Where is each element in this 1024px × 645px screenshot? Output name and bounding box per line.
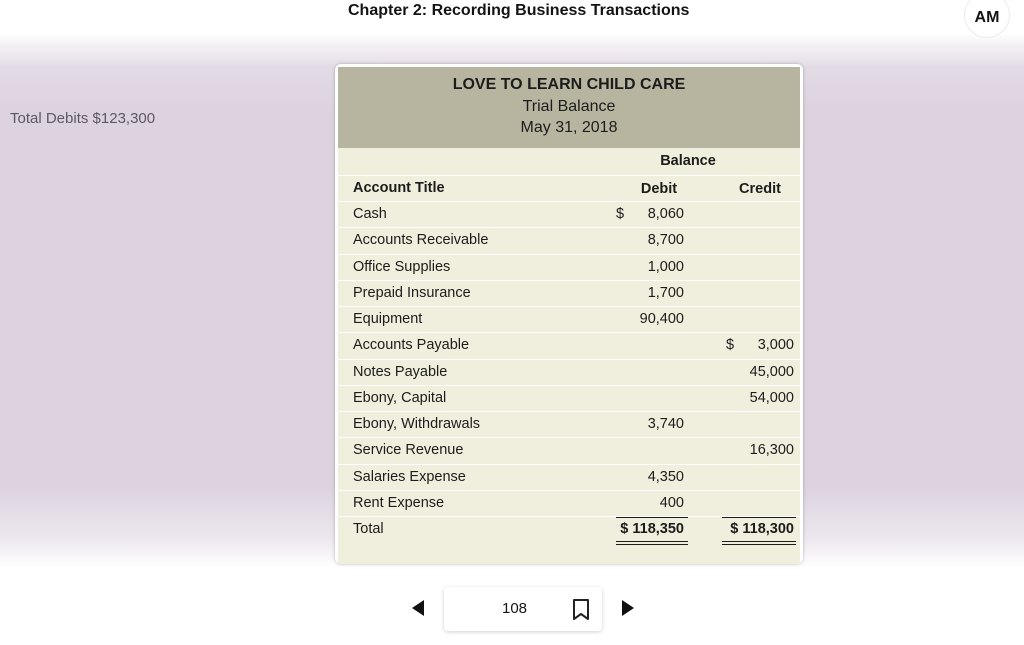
debit-amount: 4,350 bbox=[647, 468, 684, 485]
account-title: Service Revenue bbox=[353, 442, 464, 459]
company-name: LOVE TO LEARN CHILD CARE bbox=[452, 76, 686, 93]
table-row bbox=[338, 281, 800, 307]
debit-header: Debit bbox=[640, 181, 678, 197]
top-bar bbox=[0, 0, 1024, 48]
bookmark-icon[interactable] bbox=[572, 599, 590, 621]
credit-amount: 3,000 bbox=[757, 337, 794, 354]
table-row bbox=[338, 438, 800, 464]
table-row bbox=[338, 465, 800, 491]
triangle-left-icon bbox=[411, 599, 425, 617]
account-title: Salaries Expense bbox=[353, 468, 466, 485]
table-row bbox=[338, 412, 800, 438]
balance-header-row bbox=[338, 148, 800, 176]
table-row bbox=[338, 202, 800, 228]
credit-header: Credit bbox=[739, 181, 781, 197]
credit-amount: 16,300 bbox=[749, 442, 794, 459]
trial-balance-header bbox=[338, 67, 800, 148]
document-title: Trial Balance bbox=[522, 98, 616, 115]
debit-amount: 1,000 bbox=[647, 258, 684, 275]
table-row bbox=[338, 228, 800, 254]
debit-amount: 400 bbox=[659, 494, 684, 511]
account-title: Office Supplies bbox=[353, 258, 451, 275]
debit-double-rule bbox=[616, 541, 688, 545]
credit-total-rule bbox=[722, 517, 796, 518]
page-indicator[interactable] bbox=[444, 587, 602, 631]
account-title: Accounts Payable bbox=[353, 337, 470, 354]
debit-amount: 1,700 bbox=[647, 284, 684, 301]
table-row bbox=[338, 386, 800, 412]
account-title: Accounts Receivable bbox=[353, 232, 489, 249]
page-number: 108 bbox=[502, 600, 528, 617]
credit-amount: 54,000 bbox=[749, 389, 794, 406]
account-title: Cash bbox=[353, 206, 387, 222]
table-row bbox=[338, 491, 800, 517]
total-row bbox=[338, 517, 800, 544]
credit-dollar-sign: $ bbox=[726, 337, 735, 354]
total-credit: $ 118,300 bbox=[730, 521, 794, 537]
user-avatar[interactable]: AM bbox=[964, 0, 1010, 38]
account-title: Equipment bbox=[353, 311, 423, 327]
trial-balance-card bbox=[335, 64, 803, 564]
next-page-button[interactable] bbox=[616, 596, 640, 620]
credit-double-rule bbox=[722, 541, 796, 545]
table-row bbox=[338, 360, 800, 386]
account-title: Ebony, Withdrawals bbox=[353, 416, 481, 432]
trial-balance-table bbox=[338, 148, 800, 564]
debit-dollar-sign: $ bbox=[616, 206, 625, 222]
table-row bbox=[338, 255, 800, 281]
total-debit: $ 118,350 bbox=[620, 521, 684, 537]
debit-amount: 90,400 bbox=[639, 311, 684, 327]
document-date: May 31, 2018 bbox=[520, 119, 618, 136]
triangle-right-icon bbox=[621, 599, 635, 617]
debit-amount: 3,740 bbox=[647, 416, 684, 432]
table-row bbox=[338, 333, 800, 359]
debit-total-rule bbox=[616, 517, 688, 518]
account-title: Ebony, Capital bbox=[353, 389, 447, 406]
chapter-title: Chapter 2: Recording Business Transactions bbox=[348, 2, 690, 19]
table-row bbox=[338, 307, 800, 333]
account-title: Notes Payable bbox=[353, 363, 448, 380]
debit-amount: 8,700 bbox=[647, 232, 684, 249]
account-title: Prepaid Insurance bbox=[353, 284, 471, 301]
column-header-row bbox=[338, 176, 800, 202]
total-label: Total bbox=[353, 521, 384, 537]
debit-amount: 8,060 bbox=[647, 206, 684, 222]
balance-header: Balance bbox=[660, 153, 716, 169]
account-title-header: Account Title bbox=[353, 180, 445, 196]
side-note: Total Debits $123,300 bbox=[10, 110, 156, 127]
credit-amount: 45,000 bbox=[749, 363, 794, 380]
account-title: Rent Expense bbox=[353, 494, 445, 511]
previous-page-button[interactable] bbox=[406, 596, 430, 620]
